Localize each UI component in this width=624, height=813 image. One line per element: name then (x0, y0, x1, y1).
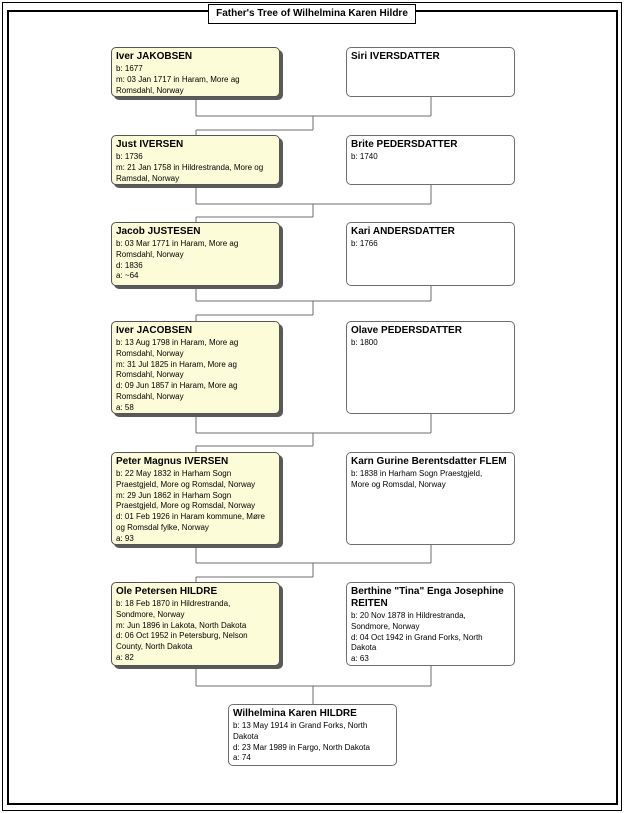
person-name: Wilhelmina Karen HILDRE (233, 708, 357, 719)
person-details (351, 239, 510, 250)
detail-line: Romsdahl, Norway (116, 348, 184, 358)
person-details (116, 599, 275, 664)
person-name: Jacob JUSTESEN (116, 226, 201, 237)
person-name: Kari ANDERSDATTER (351, 226, 455, 237)
person-box-father[interactable] (111, 452, 280, 545)
detail-line: b: 13 Aug 1798 in Haram, More ag (116, 338, 239, 347)
person-box-mother[interactable] (346, 582, 515, 666)
detail-line: m: 31 Jul 1825 in Haram, More ag (116, 359, 237, 369)
detail-line: a: 93 (116, 533, 134, 543)
person-name: Olave PEDERSDATTER (351, 325, 462, 336)
detail-line: og Romsdal fylke, Norway (116, 522, 209, 532)
detail-line: b: 1766 (351, 239, 378, 248)
person-name: Ole Petersen HILDRE (116, 586, 218, 597)
detail-line: b: 13 May 1914 in Grand Forks, North (233, 721, 368, 730)
detail-line: d: 23 Mar 1989 in Fargo, North Dakota (233, 742, 370, 752)
person-details (116, 338, 275, 414)
detail-line: d: 06 Oct 1952 in Petersburg, Nelson (116, 631, 248, 641)
person-box-subject[interactable] (228, 704, 397, 766)
person-name: Karn Gurine Berentsdatter FLEM (351, 456, 507, 467)
person-name: Siri IVERSDATTER (351, 51, 440, 62)
person-box-father[interactable] (111, 222, 280, 286)
detail-line: b: 03 Mar 1771 in Haram, More ag (116, 239, 239, 248)
detail-line: d: 04 Oct 1942 in Grand Forks, North (351, 632, 483, 642)
detail-line: m: 29 Jun 1862 in Harham Sogn (116, 490, 232, 500)
detail-line: a: 58 (116, 402, 134, 412)
person-details (351, 611, 510, 665)
person-box-mother[interactable] (346, 452, 515, 545)
person-details (351, 152, 510, 163)
person-box-mother[interactable] (346, 321, 515, 414)
detail-line: Romsdahl, Norway (116, 370, 184, 380)
person-details (116, 152, 275, 184)
detail-line: Romsdahl, Norway (116, 85, 184, 95)
detail-line: b: 22 May 1832 in Harham Sogn (116, 469, 232, 478)
person-name: Just IVERSEN (116, 139, 184, 150)
detail-line: b: 20 Nov 1878 in Hildrestranda, (351, 611, 466, 620)
detail-line: Sondmore, Norway (116, 609, 185, 619)
detail-line: m: 03 Jan 1717 in Haram, More ag (116, 74, 240, 84)
person-details (351, 469, 510, 491)
detail-line: a: 82 (116, 652, 134, 662)
detail-line: b: 1740 (351, 152, 378, 161)
detail-line: b: 18 Feb 1870 in Hildrestranda, (116, 599, 231, 608)
detail-line: Dakota (233, 731, 259, 741)
person-box-mother[interactable] (346, 47, 515, 97)
detail-line: County, North Dakota (116, 642, 193, 652)
detail-line: Romsdahl, Norway (116, 249, 184, 259)
detail-line: b: 1677 (116, 64, 143, 73)
detail-line: Sondmore, Norway (351, 621, 420, 631)
person-box-father[interactable] (111, 582, 280, 666)
person-box-mother[interactable] (346, 135, 515, 185)
person-name: Peter Magnus IVERSEN (116, 456, 229, 467)
person-name: Berthine "Tina" Enga Josephine REITEN (351, 586, 504, 609)
detail-line: d: 01 Feb 1926 in Haram kommune, Møre (116, 512, 265, 522)
detail-line: Romsdahl, Norway (116, 391, 184, 401)
detail-line: m: Jun 1896 in Lakota, North Dakota (116, 620, 247, 630)
detail-line: a: ~64 (116, 271, 139, 281)
detail-line: b: 1800 (351, 338, 378, 347)
detail-line: d: 1836 (116, 260, 143, 270)
detail-line: a: 74 (233, 753, 251, 763)
person-details (116, 469, 275, 545)
person-name: Iver JACOBSEN (116, 325, 193, 336)
detail-line: More og Romsdal, Norway (351, 479, 446, 489)
person-box-father[interactable] (111, 321, 280, 414)
person-box-father[interactable] (111, 47, 280, 97)
person-box-father[interactable] (111, 135, 280, 185)
person-box-mother[interactable] (346, 222, 515, 286)
chart-title: Father's Tree of Wilhelmina Karen Hildre (208, 4, 416, 24)
detail-line: Dakota (351, 643, 377, 653)
detail-line: d: 09 Jun 1857 in Haram, More ag (116, 381, 238, 391)
detail-line: a: 63 (351, 654, 369, 664)
detail-line: b: 1838 in Harham Sogn Praestgjeld, (351, 469, 483, 478)
detail-line: Praestgjeld, More og Romsdal, Norway (116, 479, 256, 489)
person-details (116, 239, 275, 282)
detail-line: m: 21 Jan 1758 in Hildrestranda, More og (116, 162, 264, 172)
person-name: Brite PEDERSDATTER (351, 139, 458, 150)
detail-line: b: 1736 (116, 152, 143, 161)
person-details (116, 64, 275, 96)
person-name: Iver JAKOBSEN (116, 51, 193, 62)
detail-line: Praestgjeld, More og Romsdal, Norway (116, 501, 256, 511)
person-details (233, 721, 392, 764)
detail-line: Ramsdal, Norway (116, 173, 180, 183)
person-details (351, 338, 510, 349)
